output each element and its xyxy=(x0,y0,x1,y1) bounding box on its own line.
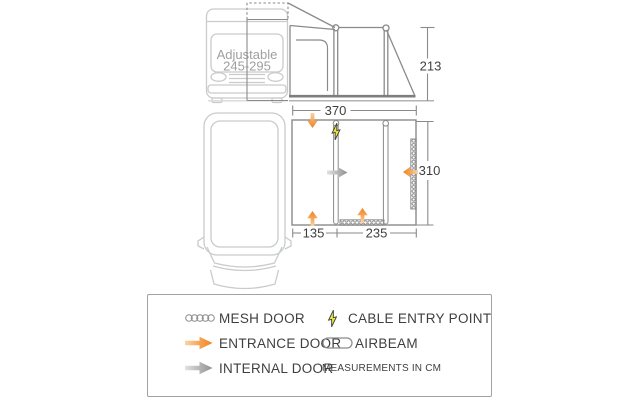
entrance-door-arrow-icon xyxy=(184,336,219,350)
legend-label-cable-entry: CABLE ENTRY POINT xyxy=(348,310,492,326)
cable-entry-lightning-icon xyxy=(324,309,348,328)
legend-row-mesh-door xyxy=(184,308,305,328)
awning-side-view xyxy=(288,3,434,101)
legend-label-airbeam: AIRBEAM xyxy=(355,335,418,351)
legend-label-internal-door: INTERNAL DOOR xyxy=(219,360,334,376)
adjustable-label: Adjustable xyxy=(216,47,278,62)
van-top-view xyxy=(198,113,291,289)
legend-box xyxy=(147,294,492,397)
right-section-dimension-label: 235 xyxy=(365,225,388,241)
legend-label-entrance-door: ENTRANCE DOOR xyxy=(219,335,342,351)
legend-row-internal-door xyxy=(184,358,333,378)
legend-row-measurements-note xyxy=(322,358,441,378)
width-dimension-label: 370 xyxy=(324,103,347,118)
legend-row-entrance-door xyxy=(184,333,341,353)
adjustable-range-value: 245-295 xyxy=(223,58,271,74)
airbeam-right xyxy=(383,121,389,225)
legend-label-mesh-door: MESH DOOR xyxy=(219,310,305,326)
measurements-note: MEASUREMENTS IN CM xyxy=(322,362,442,374)
height-dimension-label: 213 xyxy=(419,58,442,74)
left-section-dimension-label: 135 xyxy=(302,225,325,241)
airbeam-tube-icon xyxy=(322,337,355,349)
depth-dimension-label: 310 xyxy=(418,163,441,178)
mesh-door-side xyxy=(411,139,416,209)
internal-door-arrow-icon xyxy=(184,361,219,375)
mesh-door-icon xyxy=(184,312,219,324)
awning-floor-plan xyxy=(292,113,418,226)
legend-row-cable-entry xyxy=(324,308,491,328)
legend-row-airbeam xyxy=(322,333,418,353)
